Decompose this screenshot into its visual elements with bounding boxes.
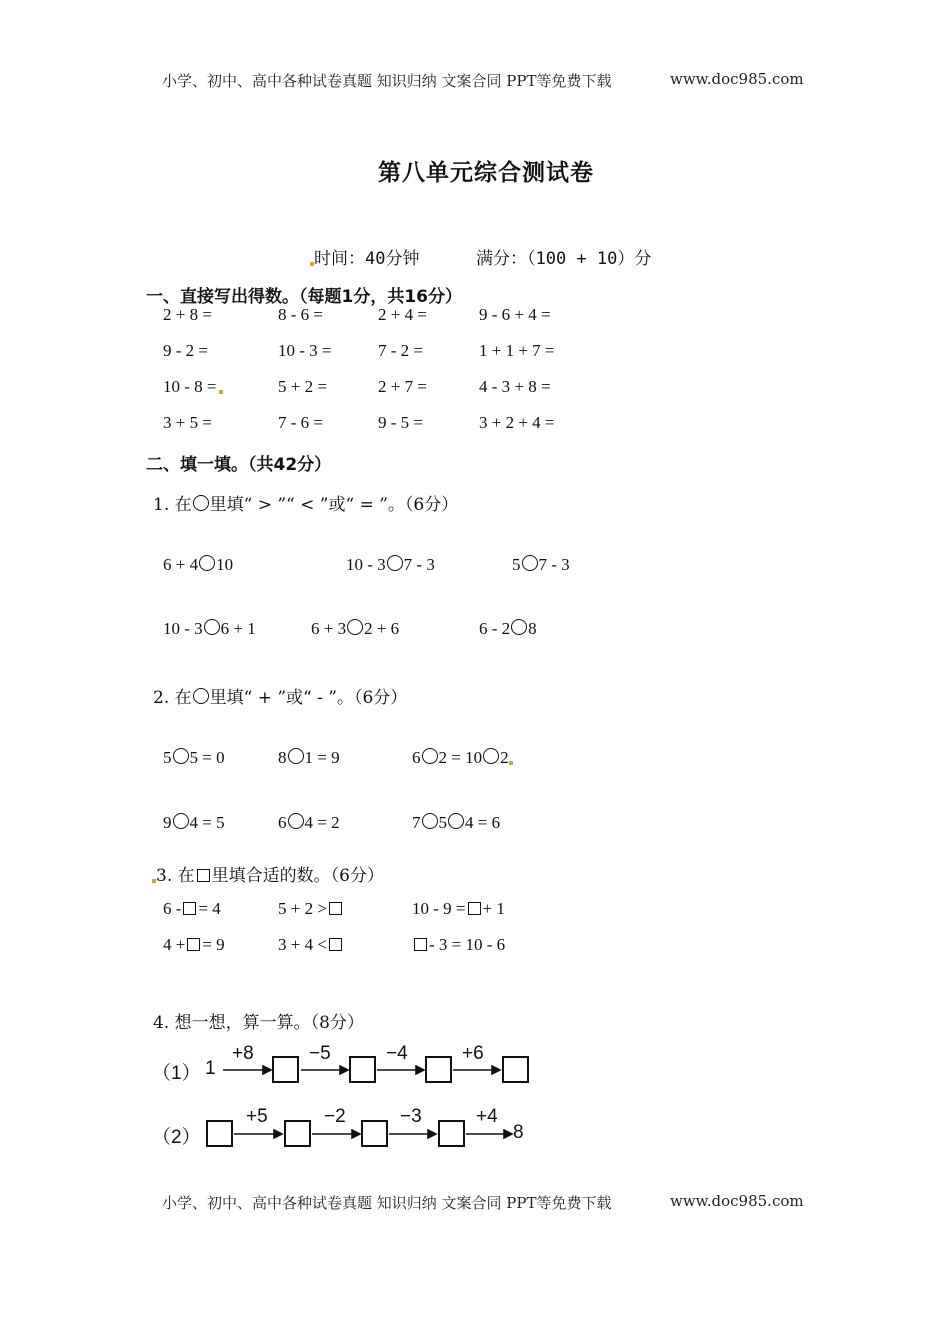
section1-heading: 一、直接写出得数。（每题1分，共16分） <box>146 287 462 307</box>
answer-box[interactable] <box>502 1056 529 1083</box>
answer-circle[interactable] <box>199 555 215 571</box>
answer-box[interactable] <box>187 938 200 951</box>
op-label: −2 <box>324 1106 346 1127</box>
calc-item: 10 - 8 = <box>163 377 223 397</box>
header-text: 小学、初中、高中各种试卷真题 知识归纳 文案合同 PPT等免费下载 <box>162 72 612 90</box>
op-label: −4 <box>386 1043 408 1064</box>
answer-box[interactable] <box>468 902 481 915</box>
answer-box[interactable] <box>414 938 427 951</box>
answer-circle[interactable] <box>173 813 189 829</box>
chain1-start: 1 <box>205 1058 216 1079</box>
q4-instruction: 4. 想一想，算一算。（8分） <box>153 1013 364 1033</box>
answer-box[interactable] <box>206 1120 233 1147</box>
calc-item: 3 + 5 = <box>163 413 212 432</box>
chain1-label: （1） <box>152 1063 201 1084</box>
answer-circle[interactable] <box>422 813 438 829</box>
answer-box[interactable] <box>425 1056 452 1083</box>
op-label: +5 <box>246 1106 268 1127</box>
calc-item: 2 + 7 = <box>378 377 427 396</box>
square-icon <box>197 869 210 882</box>
calc-item: 7 - 6 = <box>278 413 323 432</box>
fill-item: - 3 = 10 - 6 <box>412 935 505 955</box>
op-label: −3 <box>400 1106 422 1127</box>
exam-meta <box>310 244 651 269</box>
op-label: +8 <box>232 1043 254 1064</box>
answer-circle[interactable] <box>288 813 304 829</box>
answer-box[interactable] <box>272 1056 299 1083</box>
compare-item: 6 - 2 8 <box>479 619 537 638</box>
answer-box[interactable] <box>329 902 342 915</box>
operator-item: 6 4 = 2 <box>278 813 340 832</box>
calc-item: 3 + 2 + 4 = <box>479 413 555 432</box>
calc-item: 9 - 2 = <box>163 341 208 360</box>
answer-box[interactable] <box>284 1120 311 1147</box>
answer-circle[interactable] <box>511 619 527 635</box>
answer-box[interactable] <box>361 1120 388 1147</box>
answer-circle[interactable] <box>448 813 464 829</box>
full-score: 满分：（100 + 10）分 <box>475 249 652 269</box>
answer-circle[interactable] <box>347 619 363 635</box>
calc-item: 7 - 2 = <box>378 341 423 360</box>
answer-circle[interactable] <box>422 748 438 764</box>
answer-circle[interactable] <box>483 748 499 764</box>
answer-box[interactable] <box>329 938 342 951</box>
chain2-arrows <box>232 1107 552 1157</box>
answer-circle[interactable] <box>288 748 304 764</box>
calc-item: 8 - 6 = <box>278 305 323 324</box>
footer-text: 小学、初中、高中各种试卷真题 知识归纳 文案合同 PPT等免费下载 <box>162 1194 612 1212</box>
circle-icon <box>193 688 209 704</box>
calc-item: 2 + 4 = <box>378 305 427 324</box>
operator-item: 8 1 = 9 <box>278 748 340 767</box>
q3-instruction: 3. 在 里填合适的数。（6分） <box>152 861 384 886</box>
op-label: +4 <box>476 1106 498 1127</box>
operator-item: 9 4 = 5 <box>163 813 225 832</box>
answer-circle[interactable] <box>522 555 538 571</box>
compare-item: 10 - 3 7 - 3 <box>346 555 435 574</box>
fill-item: 10 - 9 = + 1 <box>412 899 505 918</box>
answer-circle[interactable] <box>204 619 220 635</box>
compare-item: 6 + 4 10 <box>163 555 234 574</box>
operator-item: 5 5 = 0 <box>163 748 225 767</box>
op-label: −5 <box>309 1043 331 1064</box>
footer-url[interactable]: www.doc985.com <box>670 1192 804 1210</box>
fill-item: 4 + = 9 <box>163 935 225 954</box>
q2-instruction: 2. 在 里填“ + ”或“ - ”。（6分） <box>153 688 408 708</box>
section2-heading: 二、填一填。（共42分） <box>146 455 332 475</box>
answer-box[interactable] <box>349 1056 376 1083</box>
fill-item: 3 + 4 < <box>278 935 344 955</box>
calc-item: 4 - 3 + 8 = <box>479 377 551 396</box>
header-url[interactable]: www.doc985.com <box>670 70 804 88</box>
circle-icon <box>193 495 209 511</box>
calc-item: 5 + 2 = <box>278 377 327 396</box>
chain2-label: （2） <box>152 1127 201 1148</box>
time-limit: 时间：40分钟 <box>314 249 420 269</box>
page-header <box>162 70 612 91</box>
answer-circle[interactable] <box>387 555 403 571</box>
calc-item: 10 - 3 = <box>278 341 332 360</box>
fill-item: 6 - = 4 <box>163 899 221 918</box>
answer-circle[interactable] <box>173 748 189 764</box>
compare-item: 5 7 - 3 <box>512 555 570 574</box>
compare-item: 6 + 3 2 + 6 <box>311 619 400 638</box>
page-footer <box>162 1192 612 1213</box>
fill-item: 5 + 2 > <box>278 899 344 919</box>
operator-item: 6 2 = 10 2 <box>412 748 513 768</box>
operator-item: 7 5 4 = 6 <box>412 813 501 832</box>
op-label: +6 <box>462 1043 484 1064</box>
calc-item: 9 - 5 = <box>378 413 423 432</box>
compare-item: 10 - 3 6 + 1 <box>163 619 256 638</box>
calc-item: 1 + 1 + 7 = <box>479 341 555 360</box>
page-title: 第八单元综合测试卷 <box>378 160 594 186</box>
chain2-end: 8 <box>513 1122 524 1143</box>
calc-item: 2 + 8 = <box>163 305 212 324</box>
q1-instruction: 1. 在 里填“ > ”“ < ”或“ = ”。（6分） <box>153 495 459 515</box>
answer-box[interactable] <box>183 902 196 915</box>
answer-box[interactable] <box>438 1120 465 1147</box>
calc-item: 9 - 6 + 4 = <box>479 305 551 324</box>
